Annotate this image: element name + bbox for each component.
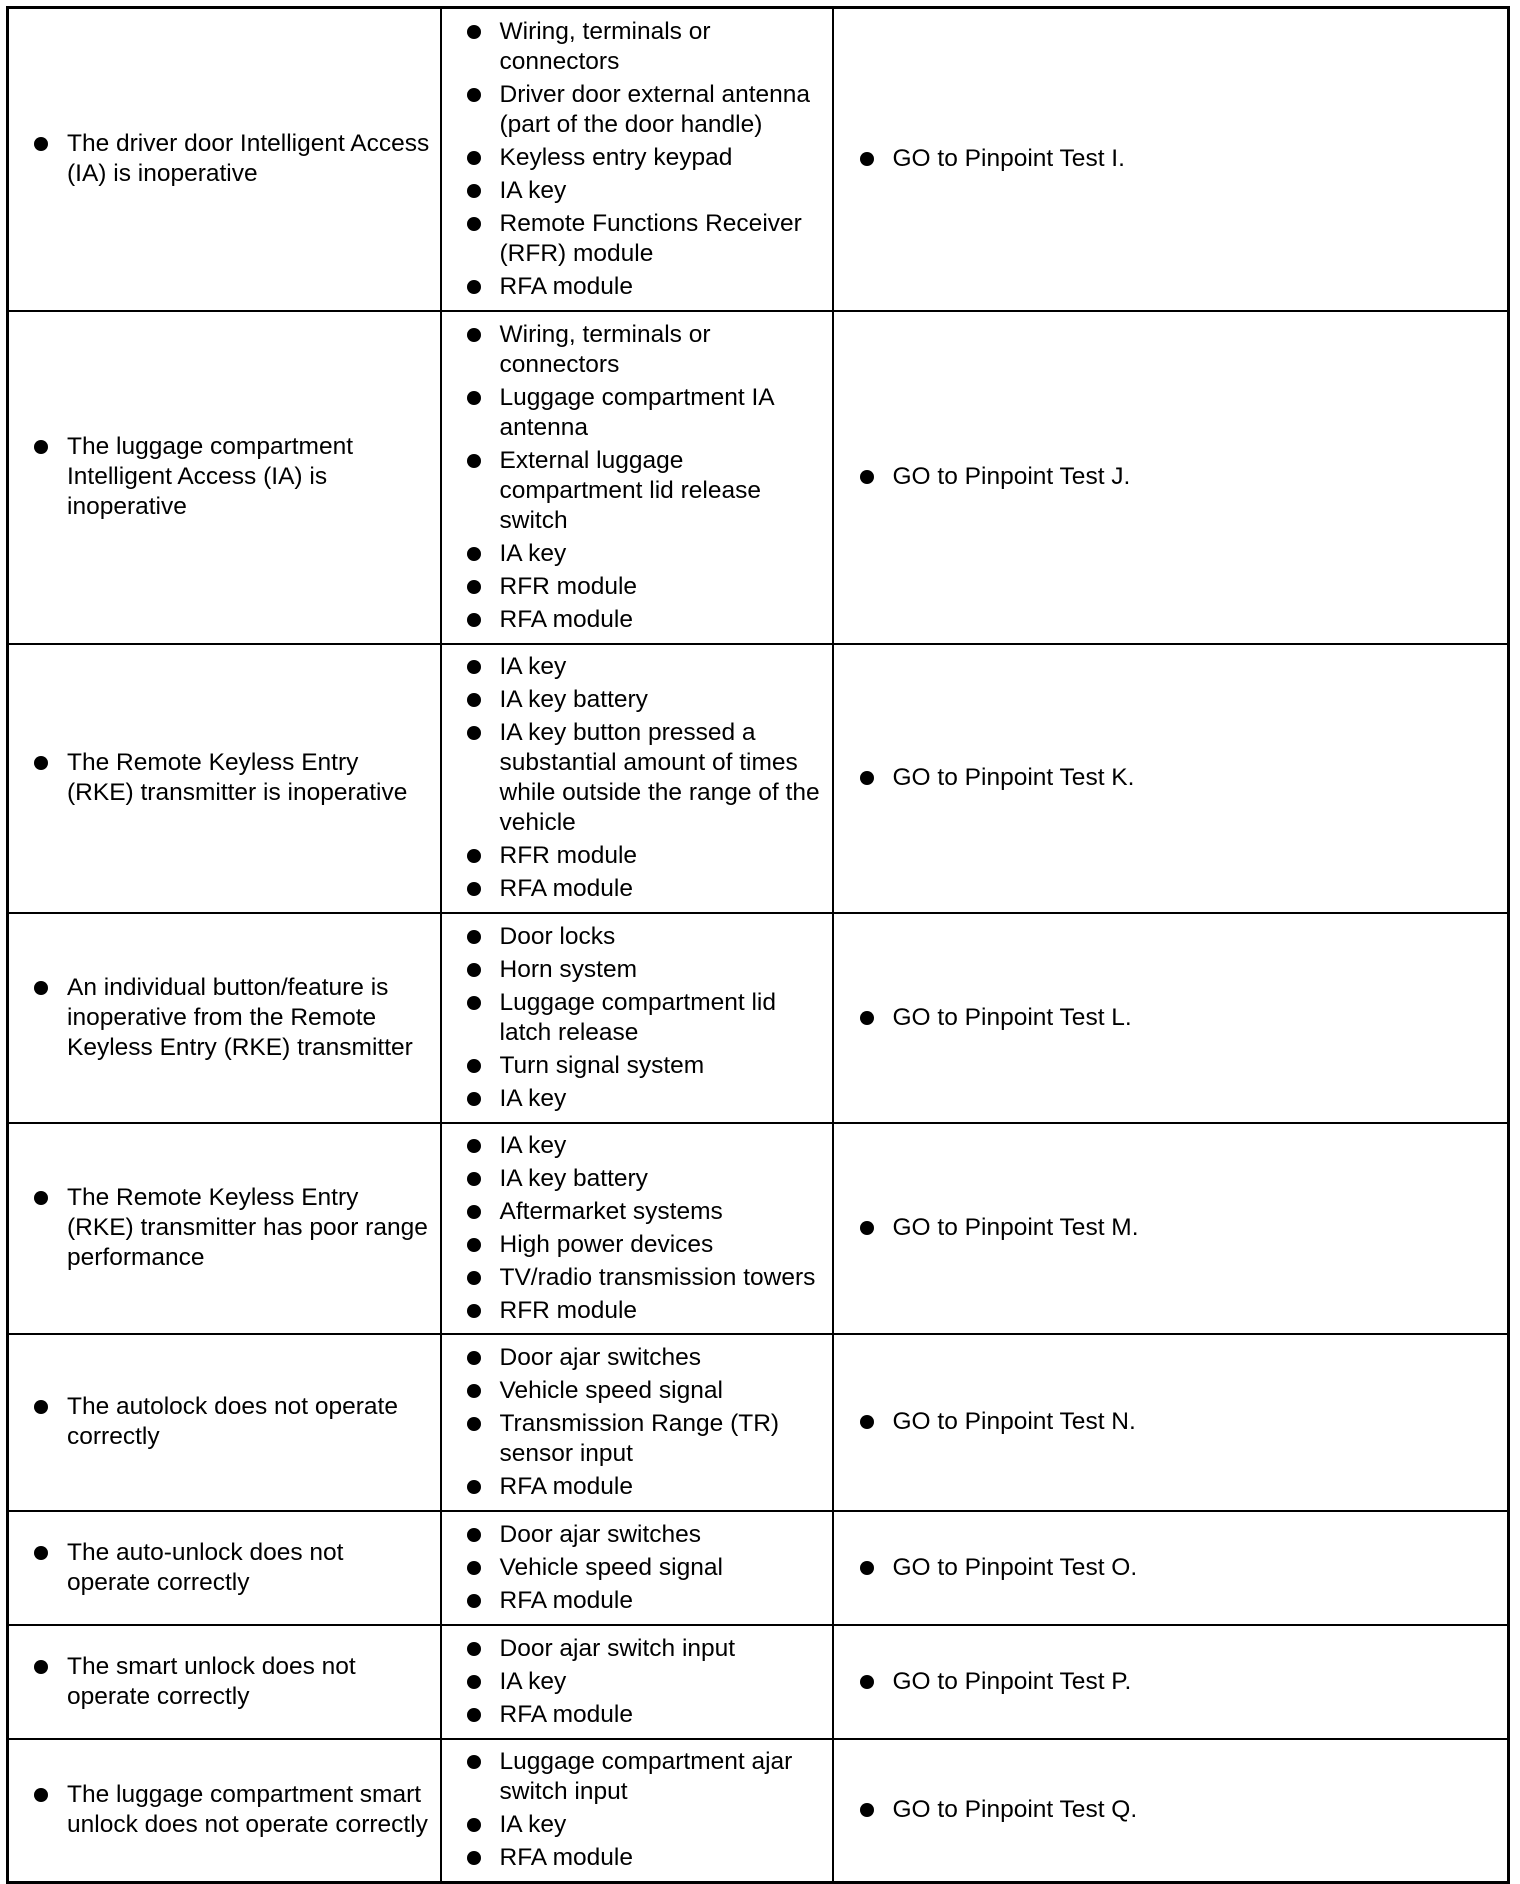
action-cell	[833, 1739, 1509, 1883]
list-item-text: IA key	[499, 176, 567, 204]
list-item-text: Vehicle speed signal	[499, 1376, 723, 1404]
bullet-icon	[860, 1011, 874, 1025]
bullet-icon	[467, 849, 481, 863]
bullet-list	[442, 1126, 832, 1331]
list-item	[467, 1051, 828, 1081]
list-item-text: GO to Pinpoint Test K.	[892, 764, 1135, 791]
list-item-text: IA key battery	[499, 686, 648, 713]
list-item-text: GO to Pinpoint Test M.	[892, 1214, 1139, 1241]
list-item-text: RFA module	[499, 1472, 633, 1500]
action-cell	[833, 8, 1509, 311]
symptom-cell	[8, 913, 441, 1123]
list-item-text: Door locks	[499, 922, 616, 950]
list-item	[34, 748, 432, 808]
list-item	[467, 1131, 828, 1161]
symptom-cell	[8, 1511, 441, 1625]
possible-causes-cell	[441, 644, 833, 913]
list-item-text: IA key	[499, 1084, 567, 1112]
bullet-icon	[467, 547, 481, 561]
list-item-text: RFA module	[499, 1700, 633, 1728]
list-item-text: RFA module	[499, 875, 633, 902]
bullet-icon	[467, 1561, 481, 1575]
bullet-list	[834, 1667, 1508, 1697]
bullet-icon	[467, 1675, 481, 1689]
list-item	[34, 1652, 432, 1712]
bullet-icon	[467, 660, 481, 674]
list-item	[467, 1747, 828, 1807]
bullet-list	[442, 12, 832, 307]
list-item	[860, 462, 1500, 492]
bullet-icon	[467, 1384, 481, 1398]
symptom-cell	[8, 8, 441, 311]
bullet-list	[9, 1183, 440, 1273]
list-item-text: Keyless entry keypad	[499, 143, 733, 171]
list-item	[467, 1520, 828, 1550]
list-item	[467, 874, 828, 904]
table-row	[8, 1123, 1509, 1334]
list-item-text: Luggage compartment ajar switch input	[499, 1748, 793, 1806]
bullet-icon	[467, 996, 481, 1010]
bullet-list	[834, 462, 1508, 492]
list-item-text: IA key	[499, 653, 567, 680]
bullet-icon	[34, 1400, 48, 1414]
list-item	[467, 143, 828, 173]
list-item	[860, 144, 1500, 174]
table-row	[8, 644, 1509, 913]
symptom-cell	[8, 1625, 441, 1739]
bullet-icon	[467, 1351, 481, 1365]
list-item-text: RFA module	[499, 1586, 633, 1614]
bullet-icon	[860, 771, 874, 785]
bullet-icon	[467, 391, 481, 405]
list-item-text: Door ajar switches	[499, 1520, 702, 1548]
bullet-list	[442, 917, 832, 1119]
action-cell	[833, 913, 1509, 1123]
list-item-text: Wiring, terminals or connectors	[499, 17, 711, 75]
bullet-list	[9, 1538, 440, 1598]
bullet-icon	[467, 184, 481, 198]
possible-causes-cell	[441, 1625, 833, 1739]
symptom-cell	[8, 1334, 441, 1511]
bullet-icon	[860, 1221, 874, 1235]
list-item	[467, 1472, 828, 1502]
list-item-text: The auto-unlock does not operate correctly	[67, 1538, 344, 1596]
possible-causes-cell	[441, 8, 833, 311]
bullet-icon	[34, 137, 48, 151]
list-item	[467, 1263, 828, 1293]
list-item	[467, 1810, 828, 1840]
bullet-icon	[467, 25, 481, 39]
list-item-text: RFA module	[499, 605, 633, 633]
bullet-icon	[467, 1594, 481, 1608]
bullet-list	[442, 1338, 832, 1507]
bullet-list	[442, 1629, 832, 1735]
list-item	[860, 1407, 1500, 1437]
bullet-icon	[467, 1271, 481, 1285]
symptom-cell	[8, 644, 441, 913]
list-item-text: GO to Pinpoint Test I.	[892, 145, 1125, 173]
list-item	[467, 1343, 828, 1373]
list-item-text: RFR module	[499, 1296, 638, 1324]
list-item-text: Luggage compartment IA antenna	[499, 383, 774, 441]
list-item-text: Luggage compartment lid latch release	[499, 988, 776, 1046]
bullet-icon	[34, 1546, 48, 1560]
list-item	[467, 572, 828, 602]
list-item-text: The luggage compartment Intelligent Access (IA) is inoperative	[67, 433, 353, 520]
symptom-cell	[8, 1739, 441, 1883]
bullet-icon	[467, 1755, 481, 1769]
action-cell	[833, 1123, 1509, 1334]
symptom-cell	[8, 311, 441, 644]
list-item-text: The Remote Keyless Entry (RKE) transmitter has poor range performance	[67, 1184, 428, 1271]
list-item-text: An individual button/feature is inoperative from the Remote Keyless Entry (RKE) transmitter	[67, 973, 413, 1061]
bullet-icon	[467, 693, 481, 707]
list-item-text: GO to Pinpoint Test Q.	[892, 1796, 1138, 1824]
list-item-text: Door ajar switches	[499, 1343, 702, 1371]
possible-causes-cell	[441, 1123, 833, 1334]
list-item	[467, 80, 828, 140]
bullet-list	[9, 129, 440, 189]
bullet-icon	[860, 1675, 874, 1689]
table-row	[8, 8, 1509, 311]
bullet-list	[442, 1742, 832, 1878]
list-item	[467, 1843, 828, 1873]
list-item	[860, 1667, 1500, 1697]
list-item	[467, 17, 828, 77]
list-item-text: TV/radio transmission towers	[499, 1263, 816, 1291]
list-item	[860, 763, 1500, 793]
bullet-icon	[467, 1059, 481, 1073]
list-item-text: GO to Pinpoint Test L.	[892, 1003, 1132, 1031]
bullet-list	[9, 748, 440, 808]
bullet-icon	[34, 1660, 48, 1674]
bullet-list	[9, 1652, 440, 1712]
bullet-icon	[34, 756, 48, 770]
action-cell	[833, 644, 1509, 913]
list-item	[467, 1586, 828, 1616]
bullet-icon	[467, 1708, 481, 1722]
list-item	[467, 1553, 828, 1583]
list-item	[467, 1667, 828, 1697]
list-item-text: The driver door Intelligent Access (IA) is inoperative	[67, 130, 430, 188]
table-row	[8, 1511, 1509, 1625]
bullet-icon	[467, 1238, 481, 1252]
list-item	[34, 973, 432, 1063]
list-item	[467, 955, 828, 985]
list-item-text: IA key	[499, 1667, 567, 1695]
bullet-icon	[467, 1818, 481, 1832]
list-item	[467, 1376, 828, 1406]
list-item-text: Turn signal system	[499, 1051, 705, 1079]
bullet-icon	[467, 1139, 481, 1153]
bullet-list	[834, 1407, 1508, 1437]
bullet-icon	[467, 280, 481, 294]
list-item-text: RFA module	[499, 1844, 633, 1872]
list-item-text: The smart unlock does not operate correctly	[67, 1652, 356, 1710]
bullet-icon	[467, 1480, 481, 1494]
bullet-list	[9, 1780, 440, 1840]
bullet-icon	[467, 930, 481, 944]
list-item	[467, 1230, 828, 1260]
bullet-icon	[860, 470, 874, 484]
list-item	[467, 539, 828, 569]
list-item	[467, 652, 828, 682]
symptom-chart-table	[6, 6, 1510, 1884]
list-item	[467, 605, 828, 635]
table-row	[8, 311, 1509, 644]
bullet-icon	[467, 217, 481, 231]
bullet-icon	[467, 1417, 481, 1431]
list-item-text: High power devices	[499, 1230, 714, 1258]
bullet-icon	[467, 1851, 481, 1865]
bullet-icon	[467, 882, 481, 896]
bullet-list	[9, 432, 440, 522]
list-item-text: Driver door external antenna (part of the door handle)	[499, 80, 811, 138]
symptom-cell	[8, 1123, 441, 1334]
table-row	[8, 1334, 1509, 1511]
possible-causes-cell	[441, 913, 833, 1123]
list-item	[467, 272, 828, 302]
bullet-icon	[467, 613, 481, 627]
action-cell	[833, 1625, 1509, 1739]
list-item	[860, 1003, 1500, 1033]
list-item-text: RFR module	[499, 842, 638, 869]
list-item	[467, 446, 828, 536]
bullet-list	[442, 647, 832, 909]
bullet-icon	[467, 1642, 481, 1656]
list-item	[467, 209, 828, 269]
list-item	[467, 383, 828, 443]
list-item	[467, 718, 828, 838]
list-item-text: Transmission Range (TR) sensor input	[499, 1409, 780, 1467]
list-item-text: External luggage compartment lid release switch	[499, 446, 761, 534]
bullet-icon	[467, 1304, 481, 1318]
list-item-text: IA key battery	[499, 1164, 648, 1192]
bullet-list	[834, 1795, 1508, 1825]
list-item-text: Vehicle speed signal	[499, 1553, 723, 1581]
bullet-icon	[467, 726, 481, 740]
list-item-text: RFA module	[499, 272, 633, 300]
list-item-text: IA key button pressed a substantial amount of times while outside the range of the vehicle	[499, 719, 820, 836]
list-item	[467, 1700, 828, 1730]
list-item	[34, 1392, 432, 1452]
list-item	[34, 1183, 432, 1273]
list-item-text: The autolock does not operate correctly	[67, 1393, 398, 1450]
possible-causes-cell	[441, 1334, 833, 1511]
bullet-icon	[467, 1528, 481, 1542]
list-item	[467, 1084, 828, 1114]
bullet-icon	[467, 963, 481, 977]
list-item	[34, 1780, 432, 1840]
symptom-chart-body	[8, 8, 1509, 1883]
list-item	[467, 320, 828, 380]
list-item	[467, 1197, 828, 1227]
list-item-text: GO to Pinpoint Test J.	[892, 463, 1131, 490]
bullet-icon	[467, 88, 481, 102]
list-item	[467, 1409, 828, 1469]
list-item-text: IA key	[499, 539, 567, 567]
table-row	[8, 1625, 1509, 1739]
bullet-icon	[467, 454, 481, 468]
bullet-icon	[467, 1172, 481, 1186]
bullet-icon	[860, 1803, 874, 1817]
list-item-text: RFR module	[499, 572, 638, 600]
list-item	[467, 176, 828, 206]
bullet-icon	[467, 1092, 481, 1106]
table-row	[8, 913, 1509, 1123]
bullet-icon	[467, 328, 481, 342]
bullet-list	[9, 973, 440, 1063]
list-item-text: The luggage compartment smart unlock does not operate correctly	[67, 1781, 428, 1839]
list-item	[467, 685, 828, 715]
bullet-icon	[860, 152, 874, 166]
list-item	[467, 922, 828, 952]
list-item	[467, 1164, 828, 1194]
list-item	[34, 129, 432, 189]
list-item	[860, 1553, 1500, 1583]
bullet-icon	[34, 981, 48, 995]
bullet-icon	[860, 1415, 874, 1429]
list-item-text: The Remote Keyless Entry (RKE) transmitter is inoperative	[67, 749, 408, 806]
bullet-list	[834, 1553, 1508, 1583]
bullet-icon	[467, 1205, 481, 1219]
action-cell	[833, 1334, 1509, 1511]
bullet-list	[834, 1003, 1508, 1033]
possible-causes-cell	[441, 311, 833, 644]
list-item-text: Door ajar switch input	[499, 1634, 736, 1662]
list-item-text: GO to Pinpoint Test O.	[892, 1553, 1138, 1581]
bullet-icon	[467, 580, 481, 594]
list-item-text: Remote Functions Receiver (RFR) module	[499, 209, 802, 267]
list-item	[467, 1296, 828, 1326]
list-item-text: Aftermarket systems	[499, 1197, 723, 1225]
list-item	[860, 1795, 1500, 1825]
table-row	[8, 1739, 1509, 1883]
possible-causes-cell	[441, 1739, 833, 1883]
bullet-icon	[467, 151, 481, 165]
action-cell	[833, 311, 1509, 644]
bullet-icon	[34, 1788, 48, 1802]
bullet-icon	[34, 1191, 48, 1205]
list-item	[34, 1538, 432, 1598]
list-item	[467, 841, 828, 871]
action-cell	[833, 1511, 1509, 1625]
list-item-text: Horn system	[499, 955, 638, 983]
bullet-list	[9, 1392, 440, 1452]
list-item-text: IA key	[499, 1131, 567, 1159]
list-item-text: Wiring, terminals or connectors	[499, 320, 711, 378]
bullet-list	[834, 763, 1508, 793]
bullet-list	[442, 1515, 832, 1621]
bullet-list	[442, 315, 832, 640]
bullet-icon	[34, 440, 48, 454]
list-item	[467, 988, 828, 1048]
list-item-text: IA key	[499, 1811, 567, 1839]
list-item-text: GO to Pinpoint Test P.	[892, 1667, 1132, 1695]
bullet-icon	[860, 1561, 874, 1575]
list-item-text: GO to Pinpoint Test N.	[892, 1408, 1136, 1435]
list-item	[34, 432, 432, 522]
list-item	[467, 1634, 828, 1664]
list-item	[860, 1213, 1500, 1243]
bullet-list	[834, 144, 1508, 174]
bullet-list	[834, 1213, 1508, 1243]
possible-causes-cell	[441, 1511, 833, 1625]
